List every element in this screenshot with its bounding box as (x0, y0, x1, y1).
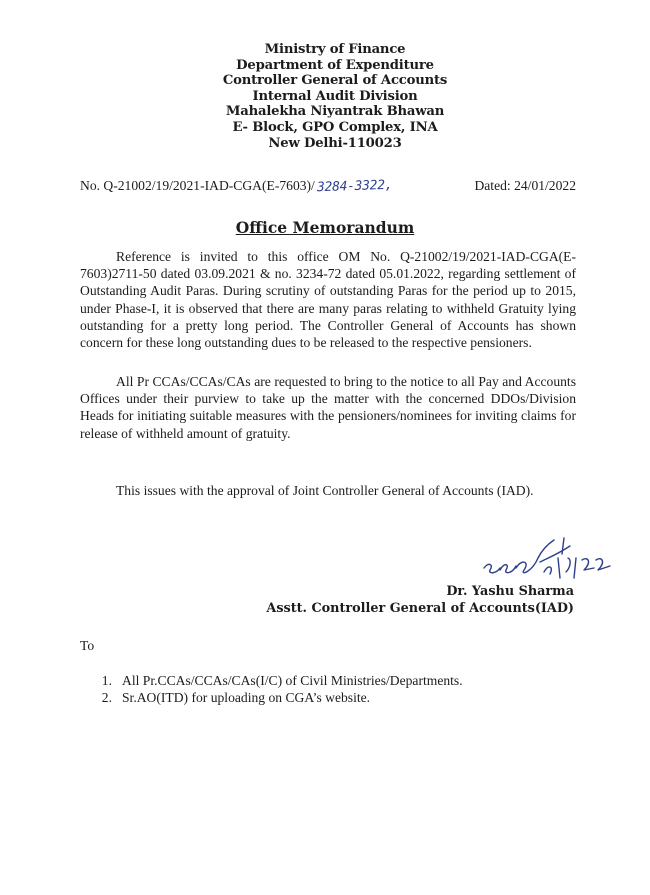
letterhead-line: Department of Expenditure (236, 57, 434, 73)
body-paragraph-2: All Pr CCAs/CCAs/CAs are requested to bring to the notice to all Pay and Accounts Offices under their purview to take up the matter with the concerned DDOs/Division Heads for initiating suitable measures with the pensioners/nominees for inviting claims for release of withheld amount of gratuity. (80, 374, 576, 441)
signature-block (266, 583, 574, 617)
letterhead-line: Controller General of Accounts (222, 73, 448, 89)
body-paragraph-1: Reference is invited to this office OM No. Q-21002/19/2021-IAD-CGA(E-7603)2711-50 dated 03.09.2021 & no. 3234-72 dated 05.01.2022, regarding settlement of Outstanding Audit Paras. During scrutiny of outstanding Paras for the period up to 2015, under Phase-I, it is observed that there are many paras relating to withheld Gratuity lying outstanding for a pretty long period. The Controller General of Accounts has shown concern for these long outstanding dues to be released to the respective pensioners. (80, 249, 576, 351)
handwritten-dispatch-number: 3284-3322, (316, 177, 393, 196)
handwritten-signature (478, 528, 618, 586)
memo-title-wrap (0, 218, 650, 238)
letterhead-line: Ministry of Finance (264, 42, 406, 57)
letterhead (160, 42, 510, 151)
reference-date: Dated: 24/01/2022 (474, 178, 576, 193)
reference-number: No. Q-21002/19/2021-IAD-CGA(E-7603)/ (80, 178, 315, 193)
list-item-number: 1. (101, 673, 112, 688)
list-item-number: 2. (101, 690, 112, 705)
letterhead-line: E- Block, GPO Complex, INA (232, 119, 438, 135)
reference-line (80, 178, 576, 194)
memo-title: Office Memorandum (235, 218, 415, 237)
list-item (80, 672, 463, 689)
body-paragraph-3: This issues with the approval of Joint Controller General of Accounts (IAD). (116, 483, 534, 498)
signer-designation: Asstt. Controller General of Accounts(IAD) (266, 601, 574, 616)
letterhead-line: New Delhi-110023 (268, 135, 402, 151)
list-item-text: Sr.AO(ITD) for uploading on CGA’s website. (122, 690, 371, 705)
signer-name: Dr. Yashu Sharma (446, 584, 574, 599)
letterhead-line: Internal Audit Division (252, 88, 418, 104)
list-item-text: All Pr.CCAs/CCAs/CAs(I/C) of Civil Ministries/Departments. (122, 673, 463, 688)
to-label: To (80, 638, 95, 653)
list-item (80, 689, 463, 706)
recipient-list (80, 672, 463, 706)
letterhead-line: Mahalekha Niyantrak Bhawan (225, 104, 445, 120)
